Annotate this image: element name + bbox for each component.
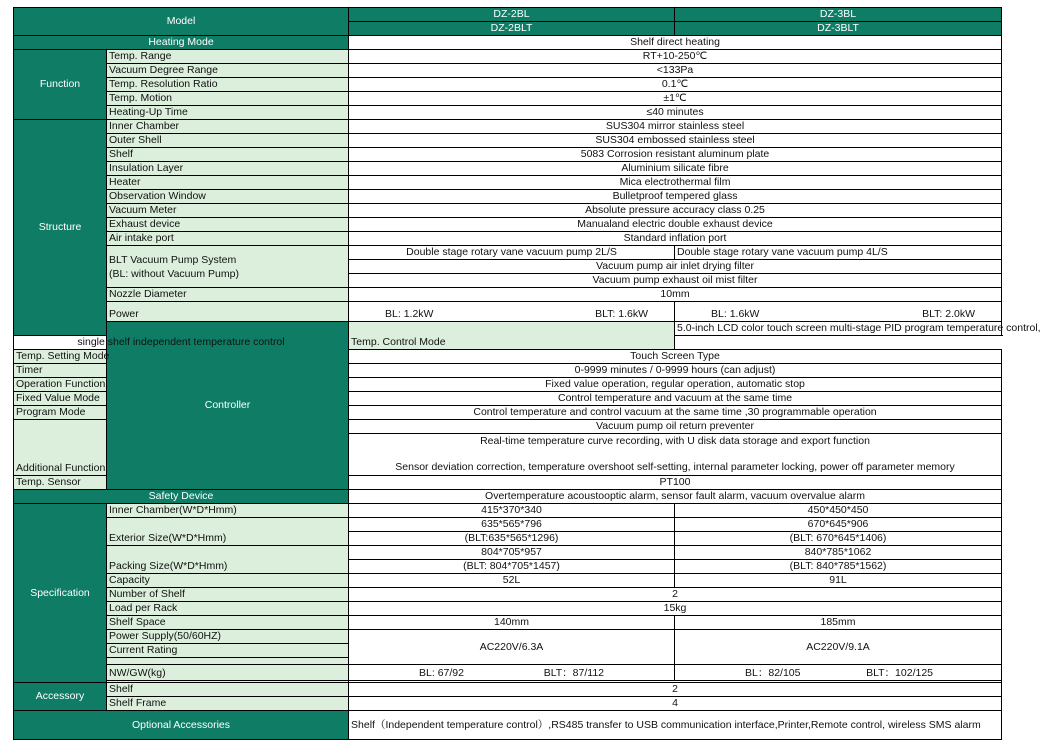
space-c1: 140mm xyxy=(349,616,675,630)
safety-label: Safety Device xyxy=(14,490,349,504)
power-c2-blt: BLT: 2.0kW xyxy=(922,308,976,320)
inner-c2: 450*450*450 xyxy=(675,504,1002,518)
table-row xyxy=(14,204,1002,218)
row-label: Packing Size(W*D*Hmm) xyxy=(107,546,349,574)
row-value: Bulletproof tempered glass xyxy=(349,190,1002,204)
row-label: Shelf Space xyxy=(107,616,349,630)
row-label: Program Mode xyxy=(14,406,107,420)
section-structure: Structure xyxy=(14,120,107,336)
section-controller: Controller xyxy=(107,322,349,490)
table-row xyxy=(14,302,1002,322)
power-col1 xyxy=(349,302,675,322)
pump-label-line2: (BL: without Vacuum Pump) xyxy=(109,267,239,280)
row-label: Shelf xyxy=(107,683,349,697)
row-value: 0-9999 minutes / 0-9999 hours (can adjust) xyxy=(349,364,1002,378)
table-row xyxy=(14,616,1002,630)
row-label: Temp. Control Mode xyxy=(349,322,675,350)
row-label: Inner Chamber(W*D*Hmm) xyxy=(107,504,349,518)
model-col2-b: DZ-3BLT xyxy=(675,22,1002,36)
exterior-c2b: (BLT: 670*645*1406) xyxy=(675,532,1002,546)
power-col2 xyxy=(675,302,1002,322)
model-col2-a: DZ-3BL xyxy=(675,8,1002,22)
row-value: RT+10-250℃ xyxy=(349,50,1002,64)
row-label: Current Rating xyxy=(107,644,349,658)
row-label: Insulation Layer xyxy=(107,162,349,176)
row-label: Heater xyxy=(107,176,349,190)
row-label: Vacuum Degree Range xyxy=(107,64,349,78)
table-row xyxy=(14,64,1002,78)
row-label: Power Supply(50/60HZ) xyxy=(107,630,349,644)
row-label: Outer Shell xyxy=(107,134,349,148)
model-col1-a: DZ-2BL xyxy=(349,8,675,22)
row-value: 10mm xyxy=(349,288,1002,302)
row-value: Control temperature and vacuum at the same time xyxy=(349,392,1002,406)
row-value: <133Pa xyxy=(349,64,1002,78)
row-label: Temp. Range xyxy=(107,50,349,64)
row-label: Vacuum Meter xyxy=(107,204,349,218)
section-specification: Specification xyxy=(14,504,107,683)
spec-sheet xyxy=(13,7,1041,740)
table-row xyxy=(14,190,1002,204)
row-label: Inner Chamber xyxy=(107,120,349,134)
table-row xyxy=(14,92,1002,106)
table-row xyxy=(14,574,1002,588)
heating-mode-row xyxy=(14,36,1002,50)
weight-c1-blt: BLT：87/112 xyxy=(543,667,605,679)
table-row xyxy=(14,176,1002,190)
row-label: Temp. Motion xyxy=(107,92,349,106)
row-label: NW/GW(kg) xyxy=(107,665,349,681)
row-label: Exhaust device xyxy=(107,218,349,232)
control-mode-line2: single shelf independent temperature control xyxy=(14,336,349,350)
row-value: SUS304 embossed stainless steel xyxy=(349,134,1002,148)
space-c2: 185mm xyxy=(675,616,1002,630)
spec-table xyxy=(13,7,1041,740)
row-label: Observation Window xyxy=(107,190,349,204)
weight-c1-bl: BL: 67/92 xyxy=(419,667,464,679)
table-row xyxy=(14,288,1002,302)
row-label: Temp. Sensor xyxy=(14,476,107,490)
weight-c2-bl: BL：82/105 xyxy=(745,667,801,679)
row-value: SUS304 mirror stainless steel xyxy=(349,120,1002,134)
row-label: Power xyxy=(107,302,349,322)
row-label: Shelf Frame xyxy=(107,697,349,711)
additional-line2: Real-time temperature curve recording, with U disk data storage and export function xyxy=(480,435,870,447)
row-value: 4 xyxy=(349,697,1002,711)
row-label: Operation Function xyxy=(14,378,107,392)
heating-mode-value: Shelf direct heating xyxy=(349,36,1002,50)
row-value: PT100 xyxy=(349,476,1002,490)
row-label: Temp. Setting Mode xyxy=(14,350,107,364)
packing-c1a: 804*705*957 xyxy=(349,546,675,560)
inner-c1: 415*370*340 xyxy=(349,504,675,518)
weight-c2-blt: BLT：102/125 xyxy=(866,667,934,679)
row-label: Number of Shelf xyxy=(107,588,349,602)
row-value: Fixed value operation, regular operation, automatic stop xyxy=(349,378,1002,392)
pump-col1: Double stage rotary vane vacuum pump 2L/S xyxy=(349,246,675,260)
exterior-c2a: 670*645*906 xyxy=(675,518,1002,532)
model-header: Model xyxy=(14,8,349,36)
safety-value: Overtemperature acoustooptic alarm, sensor fault alarm, vacuum overvalue alarm xyxy=(349,490,1002,504)
row-value: Aluminium silicate fibre xyxy=(349,162,1002,176)
row-label: Exterior Size(W*D*Hmm) xyxy=(107,518,349,546)
safety-row xyxy=(14,490,1002,504)
packing-c1b: (BLT: 804*705*1457) xyxy=(349,560,675,574)
row-value: 5083 Corrosion resistant aluminum plate xyxy=(349,148,1002,162)
table-row xyxy=(14,148,1002,162)
header-row xyxy=(14,8,1002,22)
table-row xyxy=(14,697,1002,711)
table-row xyxy=(14,246,1002,260)
capacity-c2: 91L xyxy=(675,574,1002,588)
weight-col2 xyxy=(675,665,1002,681)
packing-c2b: (BLT: 840*785*1562) xyxy=(675,560,1002,574)
packing-c2a: 840*785*1062 xyxy=(675,546,1002,560)
table-row xyxy=(14,106,1002,120)
table-row xyxy=(14,134,1002,148)
row-label: Shelf xyxy=(107,148,349,162)
row-value: Control temperature and control vacuum at the same time ,30 programmable operation xyxy=(349,406,1002,420)
optional-label: Optional Accessories xyxy=(14,711,349,740)
row-value: Standard inflation port xyxy=(349,232,1002,246)
row-value: Mica electrothermal film xyxy=(349,176,1002,190)
row-value: Absolute pressure accuracy class 0.25 xyxy=(349,204,1002,218)
table-row xyxy=(14,322,1002,336)
table-row xyxy=(14,602,1002,616)
table-row xyxy=(14,218,1002,232)
weight-col1 xyxy=(349,665,675,681)
row-value: ≤40 minutes xyxy=(349,106,1002,120)
row-value: 2 xyxy=(349,588,1002,602)
row-label: Fixed Value Mode xyxy=(14,392,107,406)
table-row xyxy=(14,683,1002,697)
control-mode-line1: 5.0-inch LCD color touch screen multi-stage PID program temperature control, xyxy=(675,322,1002,336)
table-row xyxy=(14,162,1002,176)
row-label: Temp. Resolution Ratio xyxy=(107,78,349,92)
pump-filter-2: Vacuum pump exhaust oil mist filter xyxy=(349,274,1002,288)
pump-col2: Double stage rotary vane vacuum pump 4L/S xyxy=(675,246,1002,260)
heating-mode-label: Heating Mode xyxy=(14,36,349,50)
table-row xyxy=(14,546,1002,560)
exterior-c1a: 635*565*796 xyxy=(349,518,675,532)
power-c2-bl: BL: 1.6kW xyxy=(711,308,760,320)
pump-label xyxy=(107,246,349,288)
row-value: 15kg xyxy=(349,602,1002,616)
additional-lines xyxy=(349,434,1002,476)
table-row xyxy=(14,504,1002,518)
power-supply-c1: AC220V/6.3A xyxy=(349,630,675,665)
table-row xyxy=(14,120,1002,134)
table-row xyxy=(14,588,1002,602)
model-col1-b: DZ-2BLT xyxy=(349,22,675,36)
row-label: Timer xyxy=(14,364,107,378)
power-supply-c2: AC220V/9.1A xyxy=(675,630,1002,665)
row-label: Load per Rack xyxy=(107,602,349,616)
row-label: Capacity xyxy=(107,574,349,588)
additional-line1: Vacuum pump oil return preventer xyxy=(349,420,1002,434)
row-label: Air intake port xyxy=(107,232,349,246)
table-row xyxy=(14,50,1002,64)
capacity-c1: 52L xyxy=(349,574,675,588)
row-value: Touch Screen Type xyxy=(349,350,1002,364)
power-c1-bl: BL: 1.2kW xyxy=(385,308,434,320)
row-value: ±1℃ xyxy=(349,92,1002,106)
row-spacer xyxy=(107,658,349,665)
table-row xyxy=(14,665,1002,681)
pump-label-line1: BLT Vacuum Pump System xyxy=(109,253,237,266)
optional-row xyxy=(14,711,1002,740)
row-label: Additional Function xyxy=(14,420,107,476)
table-row xyxy=(14,232,1002,246)
row-value: Manualand electric double exhaust device xyxy=(349,218,1002,232)
row-label: Nozzle Diameter xyxy=(107,288,349,302)
table-row xyxy=(14,78,1002,92)
table-row xyxy=(14,518,1002,532)
section-accessory: Accessory xyxy=(14,683,107,711)
row-value: 2 xyxy=(349,683,1002,697)
table-row xyxy=(14,630,1002,644)
power-c1-blt: BLT: 1.6kW xyxy=(595,308,649,320)
exterior-c1b: (BLT:635*565*1296) xyxy=(349,532,675,546)
pump-filter-1: Vacuum pump air inlet drying filter xyxy=(349,260,1002,274)
row-label: Heating-Up Time xyxy=(107,106,349,120)
optional-value: Shelf（Independent temperature control）,RS485 transfer to USB communication interface,Printer,Remote control, wireless SMS alarm xyxy=(349,711,1002,740)
section-function: Function xyxy=(14,50,107,120)
additional-line3: Sensor deviation correction, temperature overshoot self-setting, internal parameter locking, power off parameter memory xyxy=(395,461,955,473)
row-value: 0.1℃ xyxy=(349,78,1002,92)
